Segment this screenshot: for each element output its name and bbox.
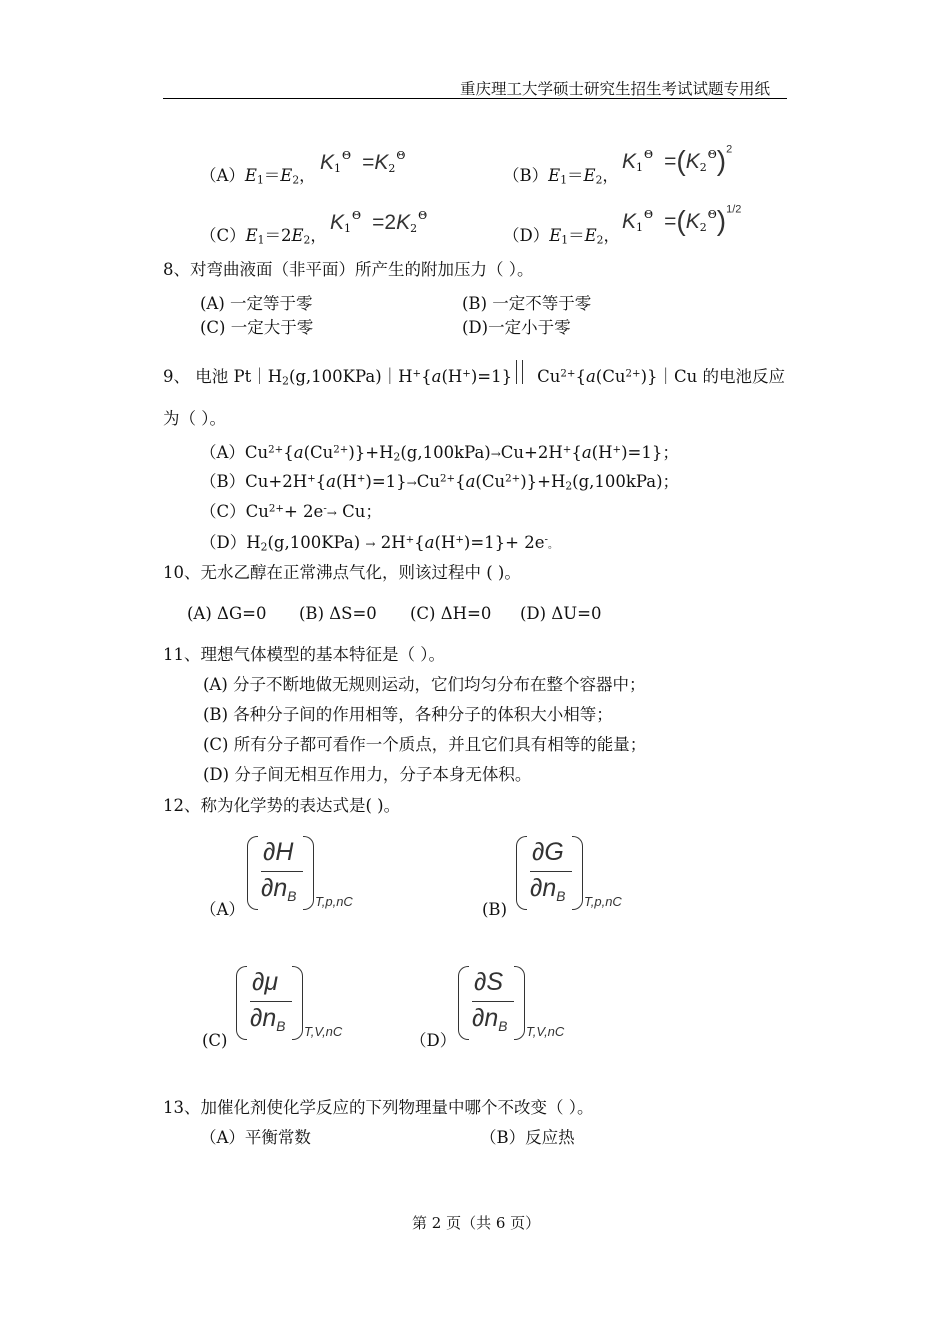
q11-option-d: (D) 分子间无相互作用力，分子本身无体积。 xyxy=(203,765,532,784)
q9-option-d: $(D)H_2(g,100KPa) \to 2H^+\{a(H^+)=1\}+ 2e^-$。 xyxy=(200,533,558,554)
q12-option-b-denominator: $\partial n_B$ xyxy=(530,874,566,904)
q12-stem: 12、称为化学势的表达式是( )。 xyxy=(163,796,401,815)
q7-option-b: $(B)E_1=E_2$， xyxy=(503,166,619,187)
q9-stem-line1: 9、 电池 $Pt|H_2(g,100KPa)|H^+\{a(H^+)=1\}$ $Cu^{2+}\{a(Cu^{2+})\}|Cu$ 的电池反应 xyxy=(163,360,785,387)
q12-option-d-subscript: T,V,nC xyxy=(526,1024,565,1039)
q10-option-a: (A) ΔG=0 xyxy=(187,604,267,623)
q11-option-c: (C) 所有分子都可看作一个质点，并且它们具有相等的能量； xyxy=(203,735,647,754)
q10-option-c: (C) ΔH=0 xyxy=(410,604,492,623)
q11-stem: 11、理想气体模型的基本特征是（ ）。 xyxy=(163,645,445,664)
header-rule xyxy=(163,98,787,99)
page-footer-number: 第 2 页（共 6 页） xyxy=(412,1214,541,1232)
q9-stem-line2: 为（ ）。 xyxy=(163,409,226,428)
q13-option-b: （B）反应热 xyxy=(480,1128,575,1147)
q9-option-a: $(A)Cu^{2+}\{a(Cu^{2+})\}+H_2(g,100kPa)\to Cu+2H^+\{a(H^+)=1\}$； xyxy=(200,443,679,464)
q12-option-b-label: (B) xyxy=(482,900,507,919)
q8-option-d: (D)一定小于零 xyxy=(462,318,571,337)
q12-option-d-numerator: ∂S xyxy=(474,968,504,996)
q7-option-c-formula: $K_1^\Theta =2K_2^\Theta$ xyxy=(330,209,428,235)
q12-option-a-denominator: $\partial n_B$ xyxy=(261,874,297,904)
q12-option-a-label: （A） xyxy=(200,900,245,919)
q12-option-c-denominator: $\partial n_B$ xyxy=(250,1004,286,1034)
q8-stem: 8、对弯曲液面（非平面）所产生的附加压力（ ）。 xyxy=(163,260,534,279)
q12-option-d-denominator: $\partial n_B$ xyxy=(472,1004,508,1034)
q12-option-b-subscript: T,p,nC xyxy=(584,894,622,909)
q12-option-c-label: (C) xyxy=(202,1031,228,1050)
q8-option-b: (B) 一定不等于零 xyxy=(462,294,592,313)
page-header-title: 重庆理工大学硕士研究生招生考试试题专用纸 xyxy=(460,80,771,98)
q12-option-a-subscript: T,p,nC xyxy=(315,894,353,909)
q8-option-a: (A) 一定等于零 xyxy=(200,294,313,313)
q9-option-b: $(B)Cu+2H^+\{a(H^+)=1\}\to Cu^{2+}\{a(Cu^{2+})\}+H_2(g,100kPa)$； xyxy=(200,472,680,493)
q10-option-b: (B) ΔS=0 xyxy=(299,604,377,623)
q11-option-a: (A) 分子不断地做无规则运动，它们均匀分布在整个容器中； xyxy=(203,675,646,694)
q7-option-d-formula: $K_1^\Theta =(K_2^\Theta)^{1/2}$ xyxy=(622,203,742,236)
q12-option-c-subscript: T,V,nC xyxy=(304,1024,343,1039)
q10-option-d: (D) ΔU=0 xyxy=(520,604,602,623)
q12-option-a-numerator: ∂H xyxy=(263,838,294,866)
q12-option-d-label: （D） xyxy=(410,1031,457,1050)
q12-option-b-numerator: ∂G xyxy=(532,838,564,866)
q12-option-c-numerator: ∂μ xyxy=(252,968,279,996)
q7-option-b-formula: $K_1^\Theta =(K_2^\Theta)^2$ xyxy=(622,143,733,176)
q7-option-a: $(A)E_1=E_2$， xyxy=(200,166,316,187)
q11-option-b: (B) 各种分子间的作用相等，各种分子的体积大小相等； xyxy=(203,705,613,724)
q13-stem: 13、加催化剂使化学反应的下列物理量中哪个不改变（ ）。 xyxy=(163,1098,594,1117)
q10-stem: 10、无水乙醇在正常沸点气化，则该过程中 ( )。 xyxy=(163,563,521,582)
q8-option-c: (C) 一定大于零 xyxy=(200,318,314,337)
q9-option-c: $(C)Cu^{2+}+ 2e^-\to Cu$； xyxy=(200,502,382,521)
q7-option-a-formula: $K_1^\Theta =K_2^\Theta$ xyxy=(320,149,406,175)
q13-option-a: （A）平衡常数 xyxy=(200,1128,311,1147)
q7-option-c: $(C)E_1=2E_2$， xyxy=(200,226,327,247)
q7-option-d: $(D)E_1=E_2$， xyxy=(503,226,620,247)
